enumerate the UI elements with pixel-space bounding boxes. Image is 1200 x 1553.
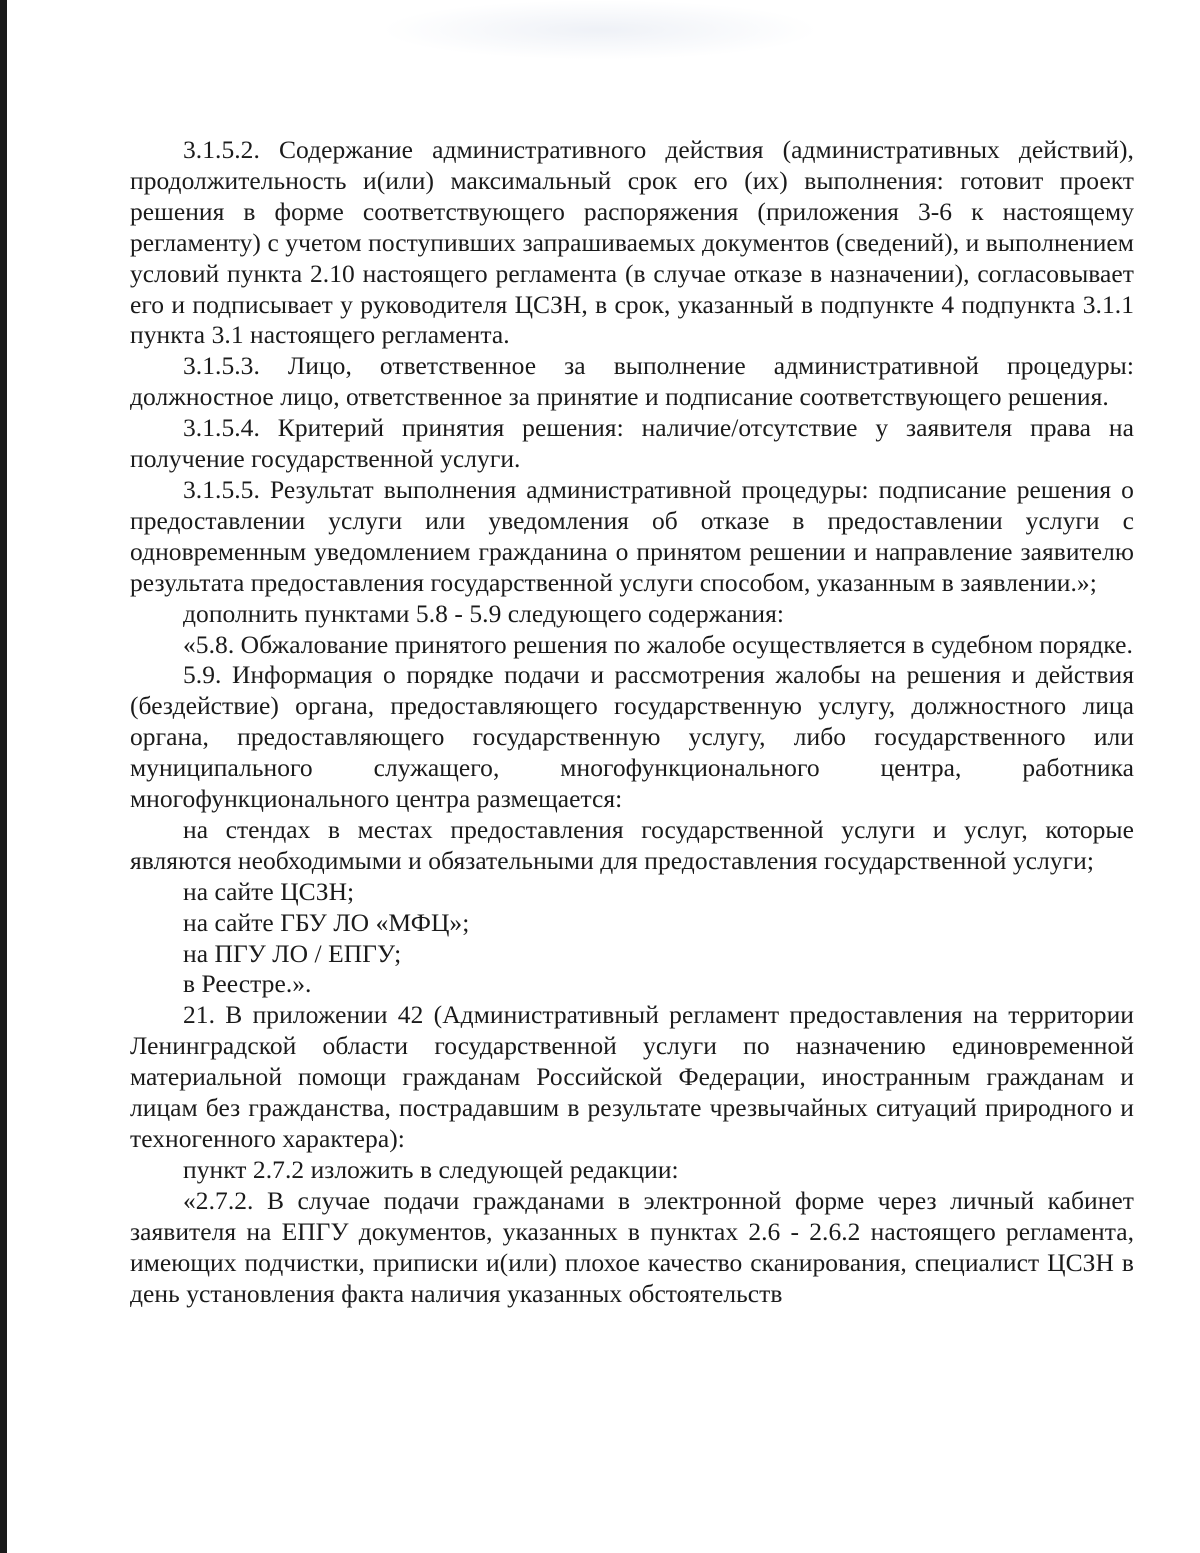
scan-smudge [380,0,820,60]
document-body [130,135,1134,1309]
paragraph-5-9: 5.9. Информация о порядке подачи и рассмотрения жалобы на решения и действия (бездействие) органа, предоставляющего государственную услугу, должностного лица органа, предоставляющего государственную услугу, либо государственного или муниципального служащего, многофункционального центра, работника многофункционального центра размещается: [130,660,1134,814]
list-item-pgu: на ПГУ ЛО / ЕПГУ; [183,938,402,968]
list-item-stands: на стендах в местах предоставления государственной услуги и услуг, которые являются необходимыми и обязательными для предоставления государственной услуги; [130,814,1134,875]
list-item-mfc-site: на сайте ГБУ ЛО «МФЦ»; [183,907,470,937]
scan-border [0,0,7,1553]
paragraph-3-1-5-4: 3.1.5.4. Критерий принятия решения: наличие/отсутствие у заявителя права на получение государственной услуги. [130,413,1134,474]
paragraph-2-7-2: «2.7.2. В случае подачи гражданами в электронной форме через личный кабинет заявителя на ЕПГУ документов, указанных в пунктах 2.6 - 2.6.2 настоящего регламента, имеющих подчистки, приписки и(или) плохое качество сканирования, специалист ЦСЗН в день установления факта наличия указанных обстоятельств [130,1185,1134,1308]
paragraph-21: 21. В приложении 42 (Административный регламент предоставления на территории Ленинградской области государственной услуги по назначению единовременной материальной помощи гражданам Российской Федерации, иностранным гражданам и лицам без гражданства, пострадавшим в результате чрезвычайных ситуаций природного и техногенного характера): [130,1000,1134,1153]
list-item-cszn-site: на сайте ЦСЗН; [183,876,355,906]
paragraph-3-1-5-2: 3.1.5.2. Содержание административного действия (административных действий), продолжительность и(или) максимальный срок его (их) выполнения: готовит проект решения в форме соответствующего распоряжения (приложения 3-6 к настоящему регламенту) с учетом поступивших запрашиваемых документов (сведений), и выполнением условий пункта 2.10 настоящего регламента (в случае отказе в назначении), согласовывает его и подписывает у руководителя ЦСЗН, в срок, указанный в подпункте 4 подпункта 3.1.1 пункта 3.1 настоящего регламента. [130,135,1134,350]
paragraph-add-items: дополнить пунктами 5.8 - 5.9 следующего содержания: [183,598,785,628]
paragraph-3-1-5-3: 3.1.5.3. Лицо, ответственное за выполнение административной процедуры: должностное лицо, ответственное за принятие и подписание соответствующего решения. [130,351,1134,412]
list-item-registry: в Реестре.». [183,969,312,999]
paragraph-2-7-2-intro: пункт 2.7.2 изложить в следующей редакции: [183,1154,679,1184]
paragraph-5-8: «5.8. Обжалование принятого решения по жалобе осуществляется в судебном порядке. [183,629,1133,659]
paragraph-3-1-5-5: 3.1.5.5. Результат выполнения административной процедуры: подписание решения о предоставлении услуги или уведомления об отказе в предоставлении услуги с одновременным уведомлением гражданина о принятом решении и направление заявителю результата предоставления государственной услуги способом, указанным в заявлении.»; [130,474,1134,597]
